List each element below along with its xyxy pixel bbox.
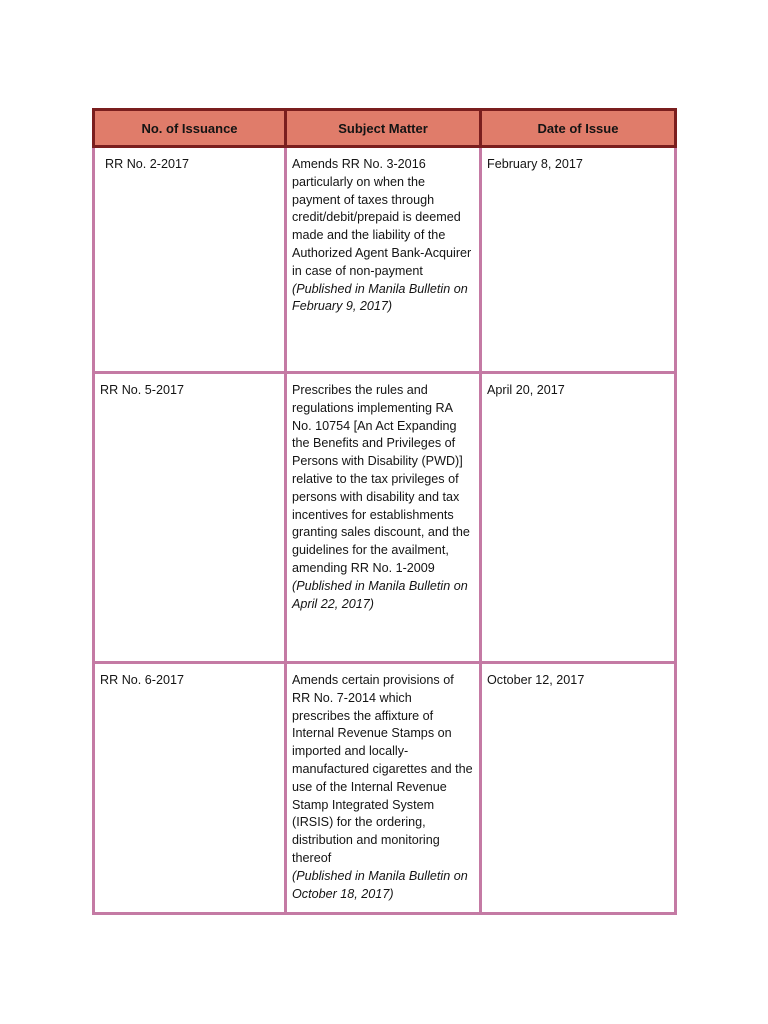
subject-text: Prescribes the rules and regulations implementing RA No. 10754 [An Act Expanding the Benefits and Privileges of Persons with Disability (PWD)] relative to the tax privileges of persons with disability and tax incentives for establishments granting sales discount, and the guidelines for the availment, amending RR No. 1-2009 [292, 383, 470, 575]
subject-cell [287, 148, 482, 374]
table-header-row [92, 108, 677, 148]
subject-text: Amends certain provisions of RR No. 7-2014 which prescribes the affixture of Internal Revenue Stamps on imported and locally-manufactured cigarettes and the use of the Internal Revenue Stamp Integrated System (IRSIS) for the ordering, distribution and monitoring thereof [292, 673, 473, 865]
header-date-of-issue: Date of Issue [482, 108, 677, 148]
date-cell: April 20, 2017 [482, 374, 677, 664]
table-row [92, 148, 677, 374]
issuance-cell: RR No. 5-2017 [92, 374, 287, 664]
table-row [92, 664, 677, 915]
subject-text: Amends RR No. 3-2016 particularly on when the payment of taxes through credit/debit/prepaid is deemed made and the liability of the Authorized Agent Bank-Acquirer in case of non-payment [292, 157, 472, 278]
publication-note: (Published in Manila Bulletin on October 18, 2017) [292, 868, 468, 901]
publication-note: (Published in Manila Bulletin on April 22, 2017) [292, 578, 468, 611]
subject-cell [287, 374, 482, 664]
issuance-cell: RR No. 2-2017 [92, 148, 287, 374]
table-row [92, 374, 677, 664]
date-cell: February 8, 2017 [482, 148, 677, 374]
header-subject-matter: Subject Matter [287, 108, 482, 148]
publication-note: (Published in Manila Bulletin on February 9, 2017) [292, 281, 468, 314]
subject-cell [287, 664, 482, 915]
date-cell: October 12, 2017 [482, 664, 677, 915]
header-issuance: No. of Issuance [92, 108, 287, 148]
issuance-cell: RR No. 6-2017 [92, 664, 287, 915]
issuances-table [92, 108, 677, 915]
